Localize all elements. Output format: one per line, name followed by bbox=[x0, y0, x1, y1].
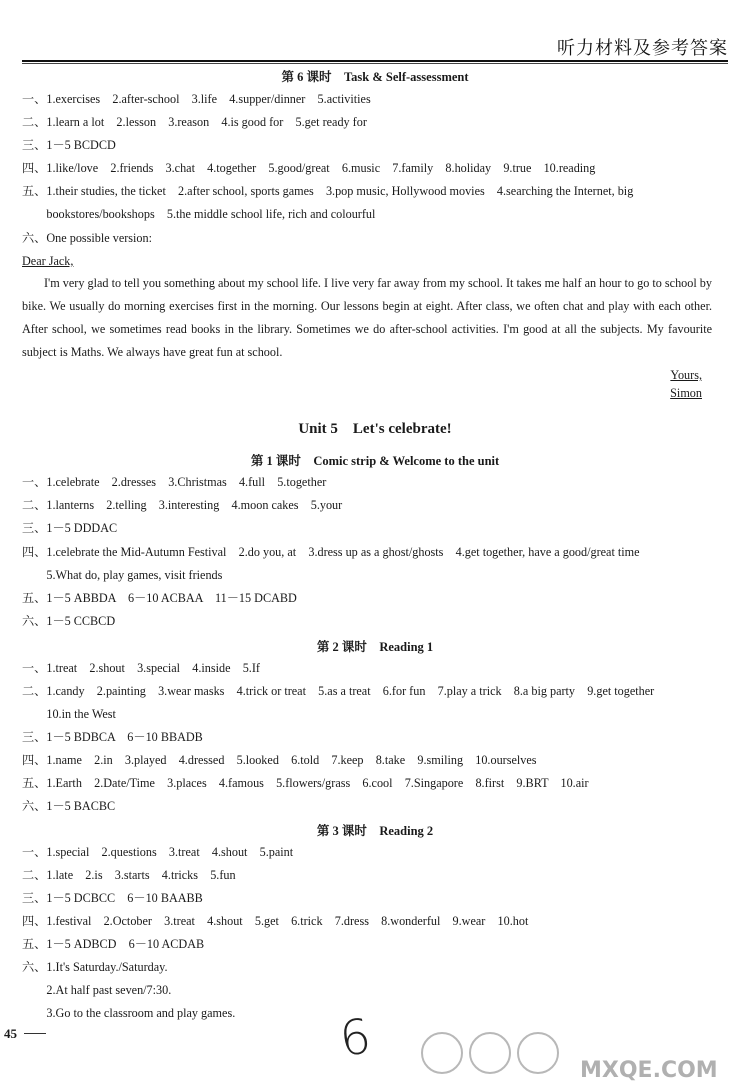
header-rule bbox=[22, 60, 728, 62]
lesson6-line: 一、1.exercises 2.after-school 3.life 4.supper/dinner 5.activities bbox=[22, 92, 371, 106]
lesson6-line: bookstores/bookshops 5.the middle school life, rich and colourful bbox=[22, 207, 376, 221]
lesson3-line: 三、1－5 DCBCC 6－10 BAABB bbox=[22, 891, 203, 905]
lesson6-line: 二、1.learn a lot 2.lesson 3.reason 4.is good for 5.get ready for bbox=[22, 115, 367, 129]
lesson6-line: 四、1.like/love 2.friends 3.chat 4.together 5.good/great 6.music 7.family 8.holiday 9.true 10.reading bbox=[22, 161, 596, 175]
lesson2-line: 10.in the West bbox=[22, 707, 116, 721]
lesson3-line: 2.At half past seven/7:30. bbox=[22, 983, 172, 997]
page-number: 45 bbox=[4, 1026, 17, 1041]
unit5-lesson2-title: 第 2 课时 Reading 1 bbox=[316, 640, 434, 654]
lesson1-line: 5.What do, play games, visit friends bbox=[22, 568, 223, 582]
lesson3-line: 3.Go to the classroom and play games. bbox=[22, 1006, 236, 1020]
lesson2-line: 三、1－5 BDBCA 6－10 BBADB bbox=[22, 730, 203, 744]
lesson6-line: 六、One possible version: bbox=[22, 231, 152, 245]
lesson2-line: 六、1－5 BACBC bbox=[22, 799, 116, 813]
unit5-title: Unit 5 Let's celebrate! bbox=[298, 421, 452, 437]
lesson2-line: 五、1.Earth 2.Date/Time 3.places 4.famous 5.flowers/grass 6.cool 7.Singapore 8.first 9.BRT 10.air bbox=[22, 776, 589, 790]
lesson1-line: 四、1.celebrate the Mid-Autumn Festival 2.do you, at 3.dress up as a ghost/ghosts 4.get together, have a good/great time bbox=[22, 545, 640, 559]
lesson1-line: 一、1.celebrate 2.dresses 3.Christmas 4.full 5.together bbox=[22, 475, 327, 489]
watermark-logo bbox=[410, 1025, 750, 1085]
lesson1-line: 二、1.lanterns 2.telling 3.interesting 4.moon cakes 5.your bbox=[22, 498, 343, 512]
lesson3-line: 二、1.late 2.is 3.starts 4.tricks 5.fun bbox=[22, 868, 236, 882]
lesson2-line: 四、1.name 2.in 3.played 4.dressed 5.looked 6.told 7.keep 8.take 9.smiling 10.ourselves bbox=[22, 753, 537, 767]
unit5-lesson1-title: 第 1 课时 Comic strip & Welcome to the unit bbox=[250, 454, 500, 468]
lesson3-line: 四、1.festival 2.October 3.treat 4.shout 5.get 6.trick 7.dress 8.wonderful 9.wear 10.hot bbox=[22, 914, 529, 928]
letter-body: I'm very glad to tell you something about my school life. I live very far away from my school. It takes me half an hour to go to school by bike. We usually do morning exercises first in the morning. Our lessons begin at eight. After class, we often chat and play with each other. After school, we sometimes read books in the library. Sometimes we do after-school activities. I'm good at all the subjects. My favourite subject is Maths. We always have great fun at school. bbox=[22, 276, 712, 359]
unit5-lesson3-title: 第 3 课时 Reading 2 bbox=[316, 824, 434, 838]
lesson3-line: 五、1－5 ADBCD 6－10 ACDAB bbox=[22, 937, 205, 951]
lesson2-line: 一、1.treat 2.shout 3.special 4.inside 5.If bbox=[22, 661, 260, 675]
lesson6-line: 三、1－5 BCDCD bbox=[22, 138, 116, 152]
page-header-title: 听力材料及参考答案 bbox=[557, 38, 728, 59]
handwritten-mark: 6 bbox=[336, 1008, 375, 1068]
lesson1-line: 五、1－5 ABBDA 6－10 ACBAA 11－15 DCABD bbox=[22, 591, 297, 605]
lesson1-line: 六、1－5 CCBCD bbox=[22, 614, 116, 628]
letter-closing: Yours, bbox=[670, 368, 702, 382]
lesson2-line: 二、1.candy 2.painting 3.wear masks 4.trick or treat 5.as a treat 6.for fun 7.play a trick 8.a big party 9.get together bbox=[22, 684, 655, 698]
lesson6-line: 五、1.their studies, the ticket 2.after school, sports games 3.pop music, Hollywood movies 4.searching the Internet, big bbox=[22, 184, 634, 198]
svg-text:MXQE.COM: MXQE.COM bbox=[580, 1058, 718, 1083]
letter-greeting: Dear Jack, bbox=[22, 254, 74, 268]
page-number-dash bbox=[24, 1033, 46, 1034]
lesson1-line: 三、1－5 DDDAC bbox=[22, 521, 118, 535]
lesson3-line: 六、1.It's Saturday./Saturday. bbox=[22, 960, 168, 974]
header-rule-thin bbox=[22, 63, 728, 64]
lesson3-line: 一、1.special 2.questions 3.treat 4.shout 5.paint bbox=[22, 845, 294, 859]
lesson6-title: 第 6 课时 Task & Self-assessment bbox=[281, 70, 469, 84]
letter-signature: Simon bbox=[670, 386, 702, 400]
